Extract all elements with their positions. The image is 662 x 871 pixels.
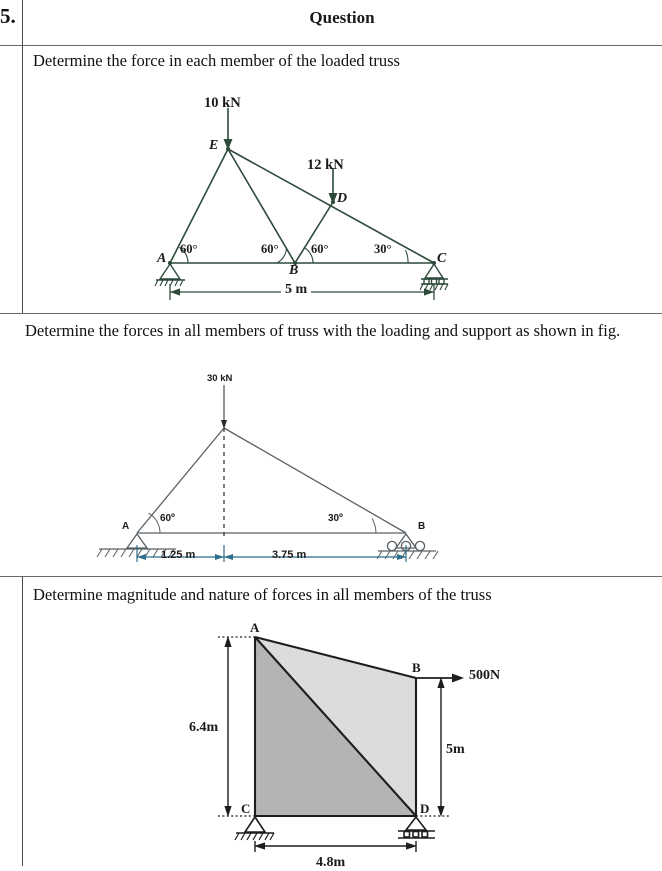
table-header-question: Question (309, 8, 375, 27)
roller-support-d3 (398, 817, 435, 838)
angle-label-b-right-60: 60° (311, 242, 329, 256)
question-1-text: Determine the force in each member of the loaded truss (33, 51, 400, 70)
node-label-e: E (209, 138, 219, 153)
pin-support-c3 (235, 817, 274, 840)
dimension-label-48m: 4.8m (316, 855, 346, 870)
node-label-a3: A (250, 620, 260, 635)
dimension-label-375m: 3.75 m (272, 549, 307, 561)
node-label-b: B (289, 263, 299, 278)
dimension-label-125m: 1.25 m (161, 549, 196, 561)
question-2-text: Determine the forces in all members of truss with the loading and support as shown in fig. (25, 321, 621, 340)
angle-label-b-left-60: 60° (261, 242, 279, 256)
dimension-label-5m: 5 m (281, 282, 311, 298)
question-3-text: Determine magnitude and nature of forces in all members of the truss (33, 585, 492, 604)
node-label-a: A (157, 251, 167, 266)
dimension-label-5m: 5m (446, 742, 465, 757)
node-label-b2: B (418, 521, 426, 532)
node-label-d3: D (420, 801, 430, 816)
dimension-48m (255, 841, 416, 852)
node-label-d: D (337, 191, 348, 206)
angle-label-c-30: 30° (374, 242, 392, 256)
load-label-10kn: 10 kN (204, 95, 241, 111)
dimension-label-64m: 6.4m (189, 720, 219, 735)
node-label-a2: A (122, 521, 130, 532)
node-label-b3: B (412, 660, 421, 675)
angle-label-a2-60: 60º (160, 513, 175, 524)
load-label-30kn: 30 kN (207, 373, 233, 384)
load-label-500n: 500N (469, 668, 501, 683)
question-number: 5. (0, 6, 16, 27)
load-label-12kn: 12 kN (307, 157, 344, 173)
node-label-c3: C (241, 801, 251, 816)
angle-label-b2-30: 30º (328, 513, 343, 524)
angle-label-a-60: 60° (180, 242, 198, 256)
node-label-c: C (437, 251, 447, 266)
